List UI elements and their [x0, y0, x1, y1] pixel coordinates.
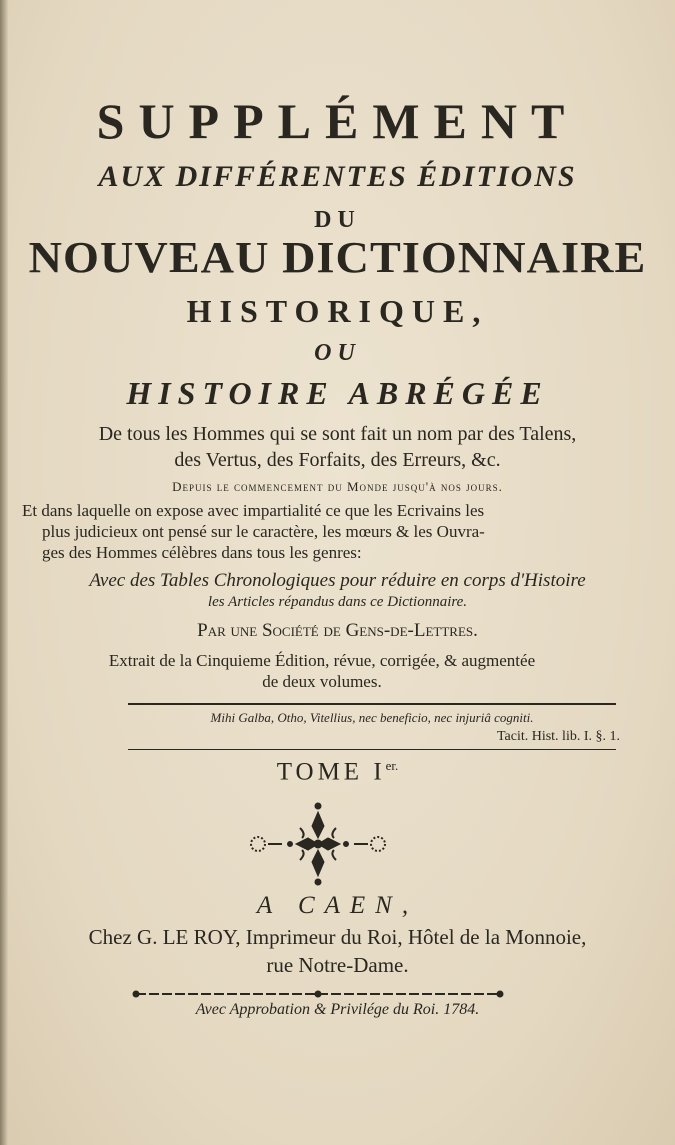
printer-ornament-icon	[240, 798, 396, 890]
exposition-paragraph	[22, 500, 618, 563]
publisher-line-2: rue Notre-Dame.	[266, 953, 409, 977]
main-title: NOUVEAU DICTIONNAIRE	[28, 233, 647, 282]
rule-bottom	[128, 749, 616, 750]
histoire-abregee: HISTOIRE ABRÉGÉE	[126, 375, 549, 411]
exposition-line: Et dans laquelle on expose avec impartialité ce que les Ecrivains les	[22, 501, 485, 520]
authorship-line: Par une Société de Gens-de-Lettres.	[197, 620, 478, 641]
tables-line-2: les Articles répandus dans ce Dictionnaire.	[207, 594, 468, 610]
edition-note	[22, 650, 622, 692]
tables-line-1: Avec des Tables Chronologiques pour réduire en corps d'Histoire	[89, 570, 586, 591]
description-line-2: des Vertus, des Forfaits, des Erreurs, &c.	[174, 449, 501, 471]
rule-top	[128, 703, 616, 705]
motto: Mihi Galba, Otho, Vitellius, nec beneficio, nec injuriâ cogniti.	[210, 710, 534, 725]
imprint-city: A CAEN,	[256, 892, 419, 919]
ornamental-rule-icon	[132, 990, 504, 998]
exposition-line: plus judicieux ont pensé sur le caractère, les mœurs & les Ouvra-	[42, 522, 485, 541]
depuis-line: Depuis le commencement du Monde jusqu'à nos jours.	[172, 479, 503, 494]
publisher-line-1: Chez G. LE ROY, Imprimeur du Roi, Hôtel de la Monnoie,	[88, 925, 587, 949]
description-line-1: De tous les Hommes qui se sont fait un nom par des Talens,	[98, 423, 577, 445]
word-historique: HISTORIQUE,	[186, 293, 489, 329]
subtitle-editions: AUX DIFFÉRENTES ÉDITIONS	[98, 160, 577, 193]
tome-text: TOME I	[276, 758, 386, 786]
approbation-line: Avec Approbation & Privilége du Roi. 1784.	[195, 1001, 480, 1018]
volume-label	[0, 758, 675, 786]
motto-source: Tacit. Hist. lib. I. §. 1.	[496, 729, 620, 744]
tome-sup: er.	[385, 758, 399, 773]
title-suppl: SUPPLÉMENT	[96, 93, 579, 149]
word-ou: OU	[314, 340, 361, 366]
word-du: DU	[314, 207, 361, 233]
edition-note-line: Extrait de la Cinquieme Édition, révue, corrigée, & augmentée	[108, 651, 536, 670]
exposition-line: ges des Hommes célèbres dans tous les genres:	[42, 543, 362, 562]
edition-note-line: de deux volumes.	[262, 672, 382, 691]
